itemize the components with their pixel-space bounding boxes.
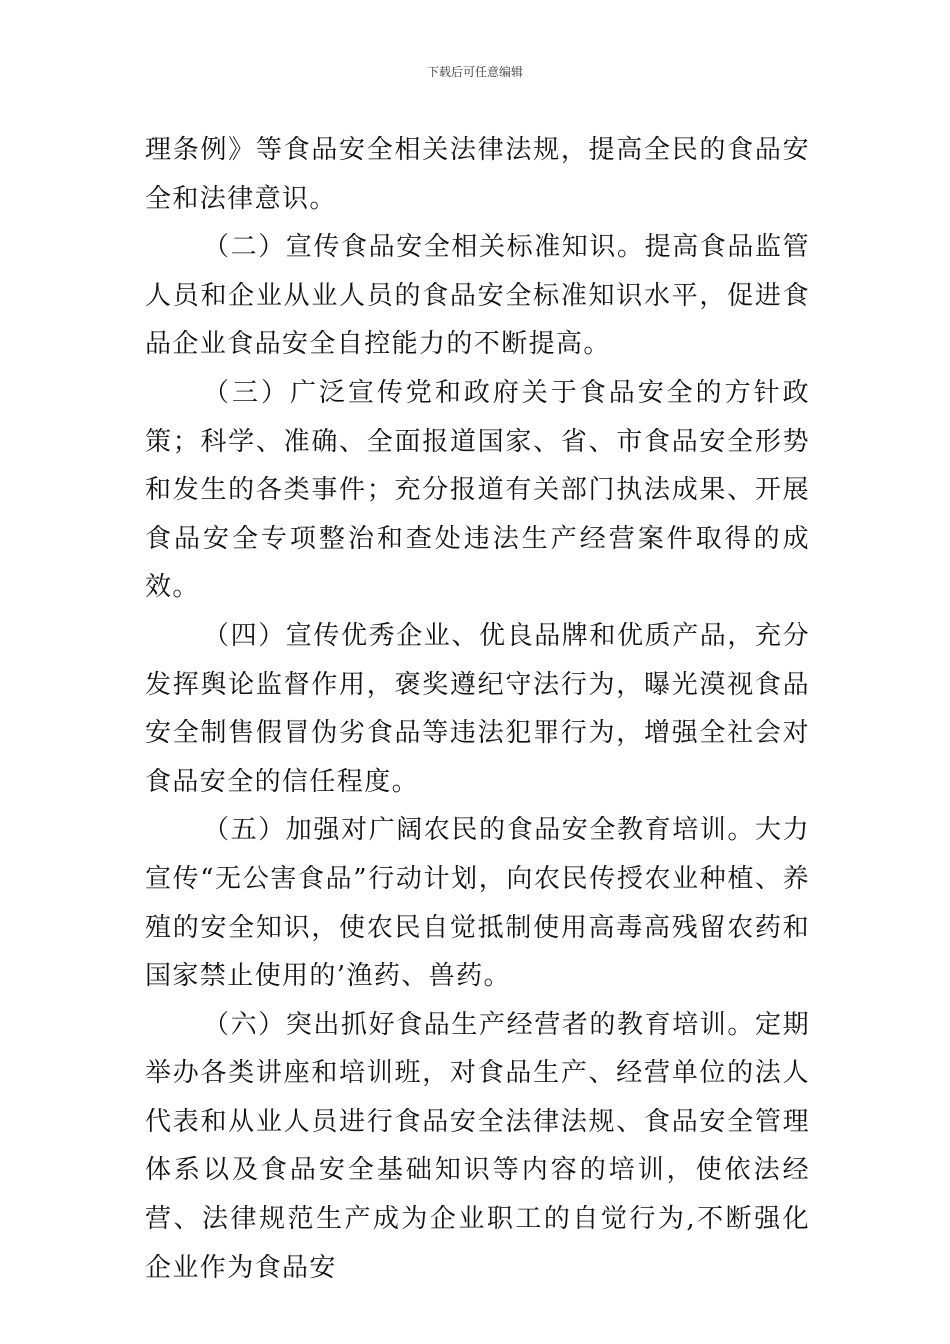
paragraph-section-4: （四）宣传优秀企业、优良品牌和优质产品，充分发挥舆论监督作用，褒奖遵纪守法行为，曝光漠视食品安全制售假冒伪劣食品等违法犯罪行为，增强全社会对食品安全的信任程度。 — [145, 620, 810, 797]
paragraph-section-2: （二）宣传食品安全相关标准知识。提高食品监管人员和企业从业人员的食品安全标准知识水平，促进食品企业食品安全自控能力的不断提高。 — [145, 232, 810, 360]
paragraph-section-5: （五）加强对广阔农民的食品安全教育培训。大力宣传“无公害食品”行动计划，向农民传授农业种植、养殖的安全知识，使农民自觉抵制使用高毒高残留农药和国家禁止使用的’渔药、兽药。 — [145, 815, 810, 992]
paragraph-continuation: 理条例》等食品安全相关法律法规，提高全民的食品安全和法律意识。 — [145, 135, 810, 214]
page-header: 下载后可任意编辑 — [426, 65, 523, 79]
paragraph-section-3: （三）广泛宣传党和政府关于食品安全的方针政策；科学、准确、全面报道国家、省、市食品安全形势和发生的各类事件；充分报道有关部门执法成果、开展食品安全专项整治和查处违法生产经营案件取得的成效。 — [145, 377, 810, 603]
document-body — [145, 126, 810, 1292]
paragraph-section-6: （六）突出抓好食品生产经营者的教育培训。定期举办各类讲座和培训班，对食品生产、经营单位的法人代表和从业人员进行食品安全法律法规、食品安全管理体系以及食品安全基础知识等内容的培训，使依法经营、法律规范生产成为企业职工的自觉行为,不断强化企业作为食品安 — [145, 1009, 810, 1283]
